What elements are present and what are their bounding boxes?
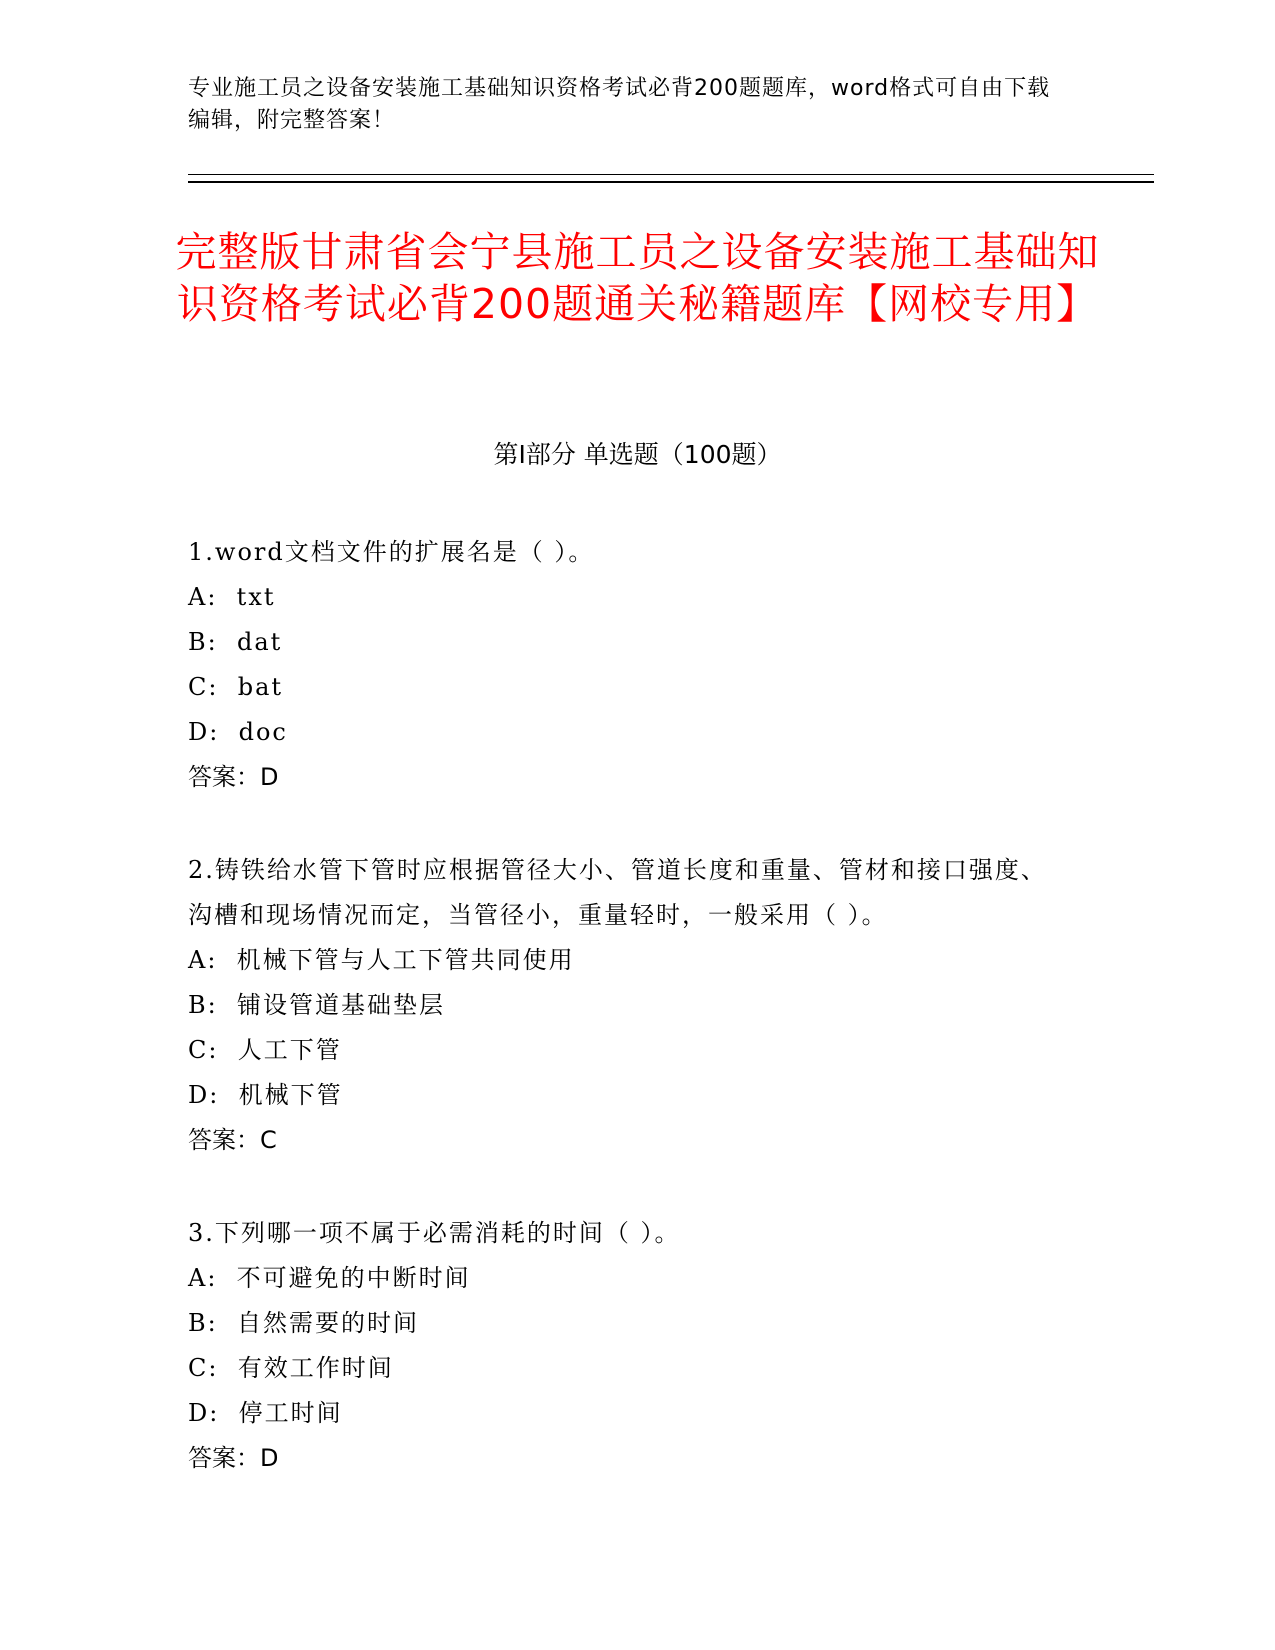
question-2	[188, 848, 1068, 1163]
section-title: 第Ⅰ部分 单选题（100题）	[493, 440, 782, 469]
option-d: D: 停工时间	[188, 1399, 343, 1427]
option-c: C: bat	[188, 673, 284, 701]
question-stem: 3.下列哪一项不属于必需消耗的时间（ ）。	[188, 1219, 681, 1247]
question-list	[188, 530, 1068, 1529]
question-3	[188, 1211, 1068, 1481]
answer: 答案：C	[188, 1126, 277, 1154]
option-b: B: 自然需要的时间	[188, 1309, 419, 1337]
option-d: D: 机械下管	[188, 1081, 343, 1109]
option-b: B: 铺设管道基础垫层	[188, 991, 445, 1019]
option-d: D: doc	[188, 718, 288, 746]
question-1	[188, 530, 1068, 800]
option-a: A: 不可避免的中断时间	[188, 1264, 471, 1292]
option-c: C: 人工下管	[188, 1036, 342, 1064]
header-divider-bottom	[188, 181, 1154, 183]
answer: 答案：D	[188, 1444, 279, 1472]
header-note: 专业施工员之设备安装施工基础知识资格考试必背200题题库，word格式可自由下载编辑，附完整答案！	[188, 76, 1051, 133]
question-stem: 1.word文档文件的扩展名是（ ）。	[188, 538, 595, 566]
question-stem: 2.铸铁给水管下管时应根据管径大小、管道长度和重量、管材和接口强度、沟槽和现场情况而定，当管径小，重量轻时，一般采用（ ）。	[188, 856, 1047, 929]
option-a: A: 机械下管与人工下管共同使用	[188, 946, 575, 974]
option-c: C: 有效工作时间	[188, 1354, 394, 1382]
option-a: A: txt	[188, 583, 276, 611]
answer: 答案：D	[188, 763, 279, 791]
header-divider-top	[188, 174, 1154, 175]
option-b: B: dat	[188, 628, 283, 656]
document-title: 完整版甘肃省会宁县施工员之设备安装施工基础知识资格考试必背200题通关秘籍题库【网校专用】	[175, 228, 1100, 328]
